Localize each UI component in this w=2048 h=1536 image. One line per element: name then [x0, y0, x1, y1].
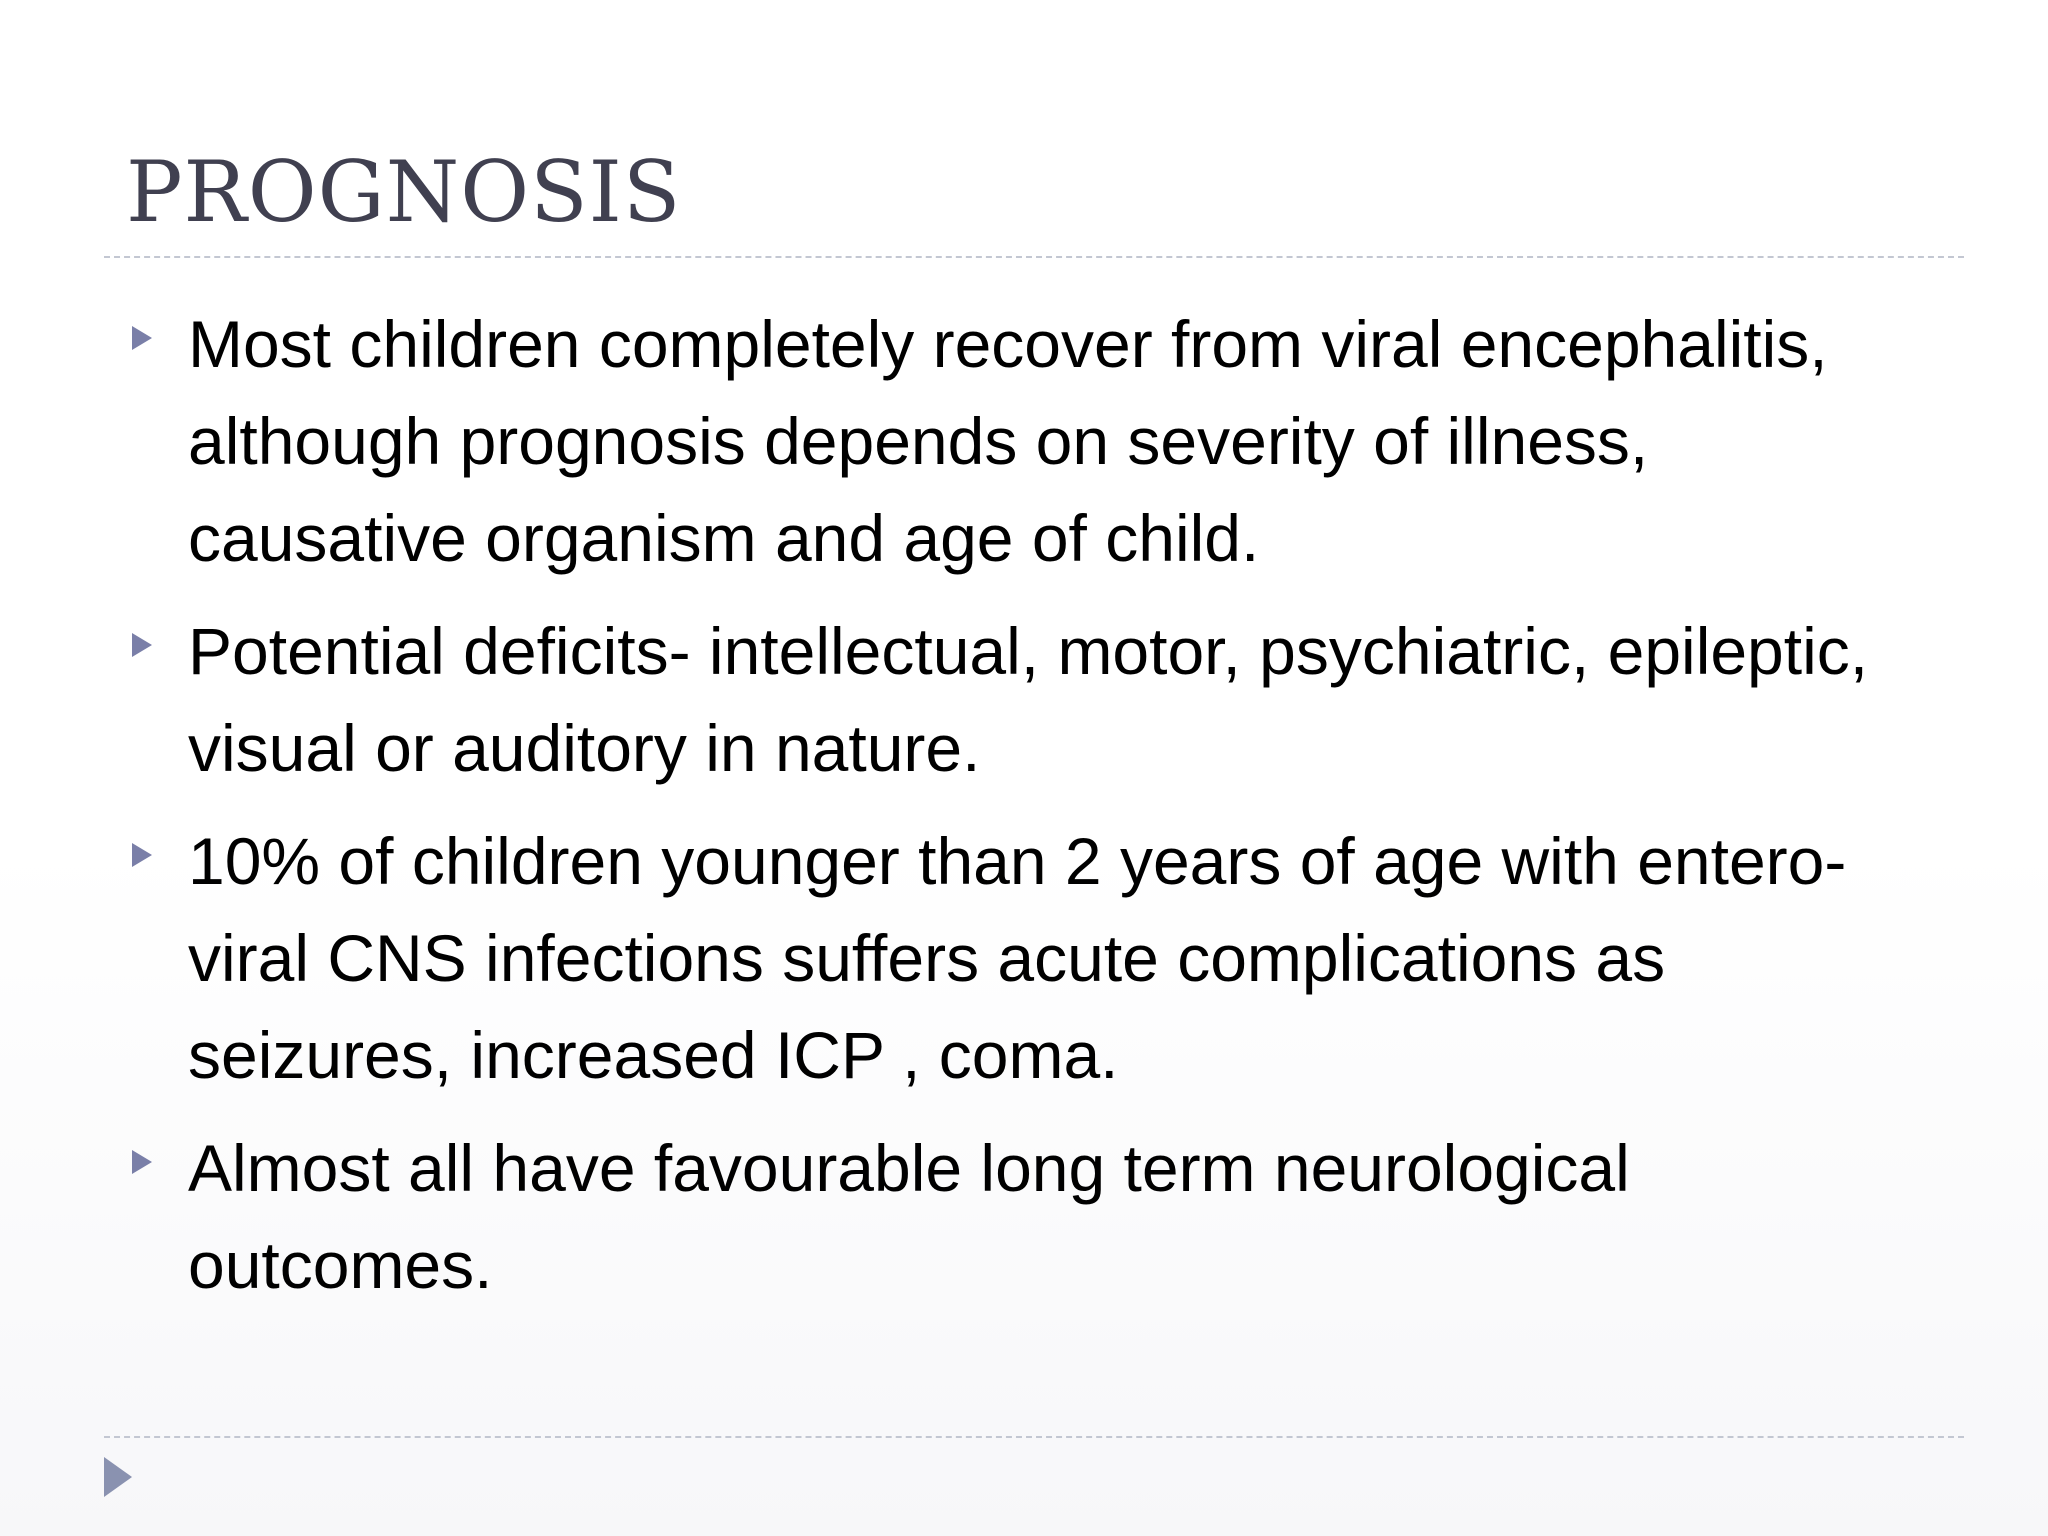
- bullet-list: [126, 296, 1926, 1330]
- bullet-item: [126, 603, 1926, 797]
- bullet-item: [126, 813, 1926, 1104]
- bullet-item: [126, 1120, 1926, 1314]
- bullet-text: Almost all have favourable long term neurological outcomes.: [188, 1131, 1630, 1302]
- triangle-bullet-icon: [132, 633, 152, 657]
- next-slide-arrow-icon[interactable]: [104, 1457, 132, 1497]
- bullet-text: 10% of children younger than 2 years of age with entero-viral CNS infections suffers acute complications as seizures, increased ICP , coma.: [188, 824, 1847, 1092]
- slide-title: PROGNOSIS: [126, 143, 682, 241]
- bullet-text: Potential deficits- intellectual, motor, psychiatric, epileptic, visual or auditory in nature.: [188, 614, 1869, 785]
- bullet-text: Most children completely recover from viral encephalitis, although prognosis depends on severity of illness, causative organism and age of child.: [188, 307, 1828, 575]
- title-divider: [104, 256, 1964, 258]
- triangle-bullet-icon: [132, 843, 152, 867]
- triangle-bullet-icon: [132, 1150, 152, 1174]
- triangle-bullet-icon: [132, 326, 152, 350]
- footer-divider: [104, 1436, 1964, 1438]
- bullet-item: [126, 296, 1926, 587]
